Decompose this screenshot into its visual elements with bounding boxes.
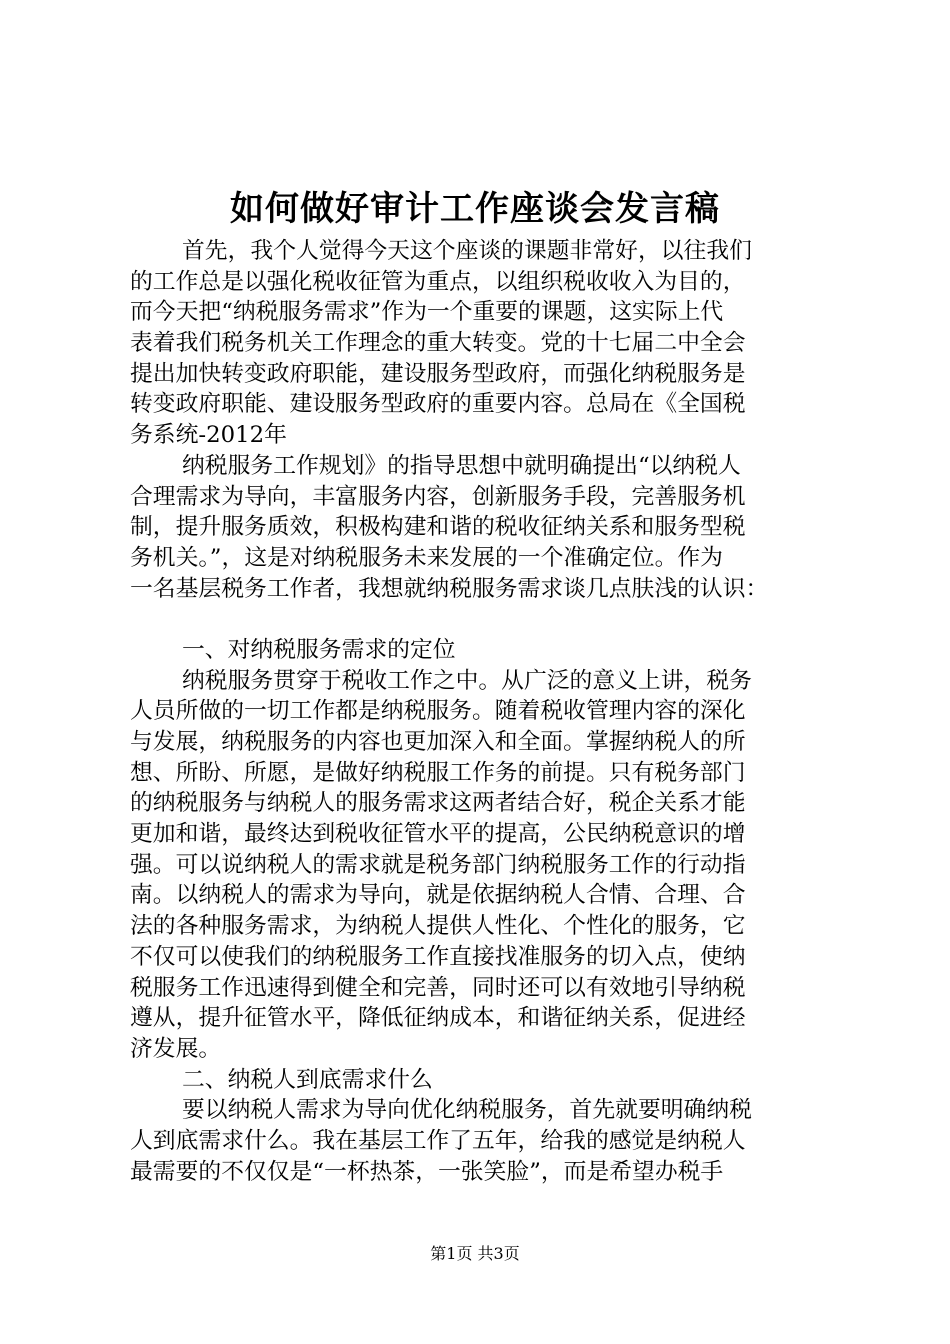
text-line: 首先，我个人觉得今天这个座谈的课题非常好，以往我们 bbox=[182, 238, 752, 264]
text-line: 纳税服务工作规划》的指导思想中就明确提出“以纳税人 bbox=[182, 452, 741, 479]
text-line: 遵从，提升征管水平，降低征纳成本，和谐征纳关系，促进经 bbox=[130, 1005, 746, 1032]
text-line: 转变政府职能、建设服务型政府的重要内容。总局在《全国税 bbox=[130, 391, 746, 418]
text-line: 表着我们税务机关工作理念的重大转变。党的十七届二中全会 bbox=[130, 330, 746, 357]
text-line: 人到底需求什么。我在基层工作了五年，给我的感觉是纳税人 bbox=[130, 1127, 746, 1154]
text-line: 务系统-2012年 bbox=[130, 422, 287, 449]
text-line: 最需要的不仅仅是“一杯热茶，一张笑脸”，而是希望办税手 bbox=[130, 1158, 724, 1185]
text-line: 而今天把“纳税服务需求”作为一个重要的课题，这实际上代 bbox=[130, 299, 724, 326]
text-line: 一名基层税务工作者，我想就纳税服务需求谈几点肤浅的认识： bbox=[130, 575, 769, 602]
section-heading: 二、纳税人到底需求什么 bbox=[182, 1066, 433, 1093]
text-line: 与发展，纳税服务的内容也更加深入和全面。掌握纳税人的所 bbox=[130, 729, 746, 755]
text-line: 的工作总是以强化税收征管为重点，以组织税收收入为目的， bbox=[130, 268, 746, 295]
text-line: 强。可以说纳税人的需求就是税务部门纳税服务工作的行动指 bbox=[130, 851, 746, 878]
document-body bbox=[130, 236, 830, 1187]
text-line: 税服务工作迅速得到健全和完善，同时还可以有效地引导纳税 bbox=[130, 974, 746, 1001]
text-line: 南。以纳税人的需求为导向，就是依据纳税人合情、合理、合 bbox=[130, 882, 746, 909]
text-line: 纳税服务贯穿于税收工作之中。从广泛的意义上讲，税务 bbox=[182, 667, 752, 694]
text-line: 务机关。”，这是对纳税服务未来发展的一个准确定位。作为 bbox=[130, 544, 723, 571]
text-line: 的纳税服务与纳税人的服务需求这两者结合好，税企关系才能 bbox=[130, 790, 746, 817]
text-line: 人员所做的一切工作都是纳税服务。随着税收管理内容的深化 bbox=[130, 698, 746, 725]
document-title: 如何做好审计工作座谈会发言稿 bbox=[230, 189, 720, 229]
text-line: 济发展。 bbox=[130, 1035, 222, 1062]
text-line: 想、所盼、所愿，是做好纳税服工作务的前提。只有税务部门 bbox=[130, 759, 746, 786]
text-line: 要以纳税人需求为导向优化纳税服务，首先就要明确纳税 bbox=[182, 1097, 752, 1124]
section-heading: 一、对纳税服务需求的定位 bbox=[182, 636, 456, 663]
text-line: 提出加快转变政府职能，建设服务型政府，而强化纳税服务是 bbox=[130, 360, 746, 387]
text-line: 合理需求为导向，丰富服务内容，创新服务手段，完善服务机 bbox=[130, 483, 746, 510]
text-line: 更加和谐，最终达到税收征管水平的提高，公民纳税意识的增 bbox=[130, 821, 746, 848]
text-line: 制，提升服务质效，积极构建和谐的税收征纳关系和服务型税 bbox=[130, 514, 746, 541]
text-line: 法的各种服务需求，为纳税人提供人性化、个性化的服务，它 bbox=[130, 913, 746, 940]
paragraph-gap bbox=[130, 604, 830, 635]
page-footer: 第1页 共3页 bbox=[430, 1244, 520, 1263]
text-line: 不仅可以使我们的纳税服务工作直接找准服务的切入点，使纳 bbox=[130, 943, 746, 970]
